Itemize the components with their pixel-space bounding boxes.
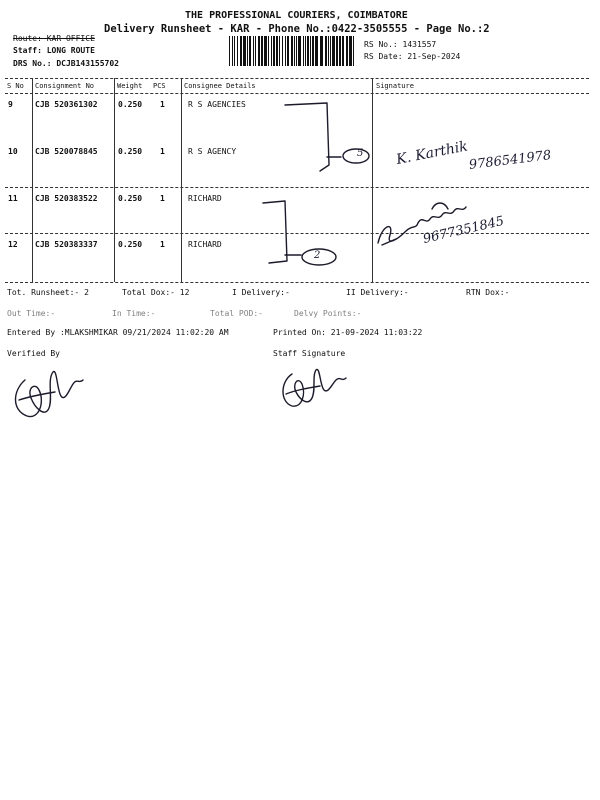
barcode-bar (249, 36, 251, 66)
barcode-bar (325, 36, 327, 66)
table-header-rule (5, 93, 589, 94)
cell-pcs: 1 (160, 100, 165, 109)
cell-sno: 11 (8, 194, 18, 203)
barcode-bar (342, 36, 344, 66)
barcode-bar (336, 36, 338, 66)
cell-pcs: 1 (160, 147, 165, 156)
in-time: In Time:- (112, 309, 156, 318)
cell-weight: 0.250 (118, 147, 143, 156)
barcode-bar (315, 36, 318, 66)
return-dox: RTN Dox:- (466, 288, 510, 297)
barcode-bar (320, 36, 323, 66)
cell-weight: 0.250 (118, 194, 143, 203)
cell-sno: 10 (8, 147, 18, 156)
cell-consignee: RICHARD (188, 194, 222, 203)
barcode-bar (264, 36, 267, 66)
receiver-phone: 9677351845 (421, 213, 506, 247)
barcode-bar (229, 36, 230, 66)
receiver-name: K. Karthik (394, 138, 470, 168)
barcode-bar (330, 36, 331, 66)
col-header-pcs: PCS (153, 82, 166, 90)
receiver-phone: 9786541978 (468, 148, 553, 173)
barcode-bar (296, 36, 297, 66)
barcode-bar (294, 36, 295, 66)
total-dox: Total Dox:- 12 (122, 288, 190, 297)
cell-sno: 12 (8, 240, 18, 249)
total-pod: Total POD:- (210, 309, 263, 318)
route-label: Route: KAR OFFICE (13, 34, 95, 43)
barcode-bar (353, 36, 354, 66)
barcode-bar (307, 36, 309, 66)
verified-by-label: Verified By (7, 349, 60, 358)
cell-weight: 0.250 (118, 240, 143, 249)
barcode-bar (285, 36, 286, 66)
column-rule (114, 78, 115, 282)
cell-consignment: CJB 520383337 (35, 240, 98, 249)
handwritten-count: 5 (357, 148, 364, 159)
cell-weight: 0.250 (118, 100, 143, 109)
col-header-consignee: Consignee Details (184, 82, 256, 90)
barcode-bar (349, 36, 352, 66)
barcode-bar (234, 36, 235, 66)
verifier-signature-icon (5, 360, 90, 425)
out-time: Out Time:- (7, 309, 56, 318)
cell-consignment: CJB 520383522 (35, 194, 98, 203)
cell-consignment: CJB 520361302 (35, 100, 98, 109)
col-header-consignment: Consignment No (35, 82, 95, 90)
cell-consignee: RICHARD (188, 240, 222, 249)
barcode-bar (312, 36, 314, 66)
printed-on: Printed On: 21-09-2024 11:03:22 (273, 328, 423, 337)
barcode-bar (339, 36, 341, 66)
company-name: THE PROFESSIONAL COURIERS, COIMBATORE (185, 10, 408, 21)
cell-consignment: CJB 520078845 (35, 147, 98, 156)
cell-sno: 9 (8, 100, 13, 109)
barcode-bar (276, 36, 278, 66)
barcode-bar (237, 36, 238, 66)
barcode-bar (287, 36, 289, 66)
barcode-bar (310, 36, 311, 66)
col-header-sno: S No (7, 82, 24, 90)
rs-number: RS No.: 1431557 (364, 40, 437, 49)
barcode-bar (232, 36, 233, 66)
barcode-bar (255, 36, 256, 66)
barcode-bar (303, 36, 304, 66)
drs-number: DRS No.: DCJB143155702 (13, 59, 119, 68)
barcode-bar (346, 36, 348, 66)
cell-pcs: 1 (160, 194, 165, 203)
col-header-signature: Signature (376, 82, 414, 90)
cell-consignee: R S AGENCIES (188, 100, 246, 109)
barcode-bar (271, 36, 272, 66)
runsheet-title: Delivery Runsheet - KAR - Phone No.:0422-3505555 - Page No.:2 (104, 23, 490, 35)
barcode-icon (229, 36, 357, 66)
barcode-bar (291, 36, 293, 66)
barcode-bar (261, 36, 263, 66)
barcode-bar (258, 36, 260, 66)
column-rule (32, 78, 33, 282)
column-rule (181, 78, 182, 282)
barcode-bar (240, 36, 242, 66)
staff-signature-icon (274, 362, 354, 412)
total-runsheet: Tot. Runsheet:- 2 (7, 288, 89, 297)
barcode-bar (328, 36, 329, 66)
staff-signature-label: Staff Signature (273, 349, 346, 358)
handwritten-count: 2 (314, 250, 321, 261)
col-header-weight: Weight (117, 82, 143, 90)
staff-label: Staff: LONG ROUTE (13, 46, 95, 55)
cell-consignee: R S AGENCY (188, 147, 237, 156)
cell-pcs: 1 (160, 240, 165, 249)
barcode-bar (247, 36, 248, 66)
table-top-rule (5, 78, 589, 79)
barcode-bar (253, 36, 254, 66)
barcode-bar (268, 36, 269, 66)
barcode-bar (282, 36, 283, 66)
bracket-marks (255, 95, 375, 275)
table-bottom-rule (5, 282, 589, 283)
barcode-bar (273, 36, 275, 66)
rs-date: RS Date: 21-Sep-2024 (364, 52, 461, 61)
second-delivery: II Delivery:- (346, 288, 409, 297)
barcode-bar (243, 36, 246, 66)
entered-by: Entered By :MLAKSHMIKAR 09/21/2024 11:02:20 AM (7, 328, 229, 337)
barcode-bar (298, 36, 301, 66)
first-delivery: I Delivery:- (232, 288, 290, 297)
barcode-bar (305, 36, 306, 66)
barcode-bar (332, 36, 335, 66)
barcode-bar (279, 36, 280, 66)
delivery-points: Delvy Points:- (294, 309, 362, 318)
